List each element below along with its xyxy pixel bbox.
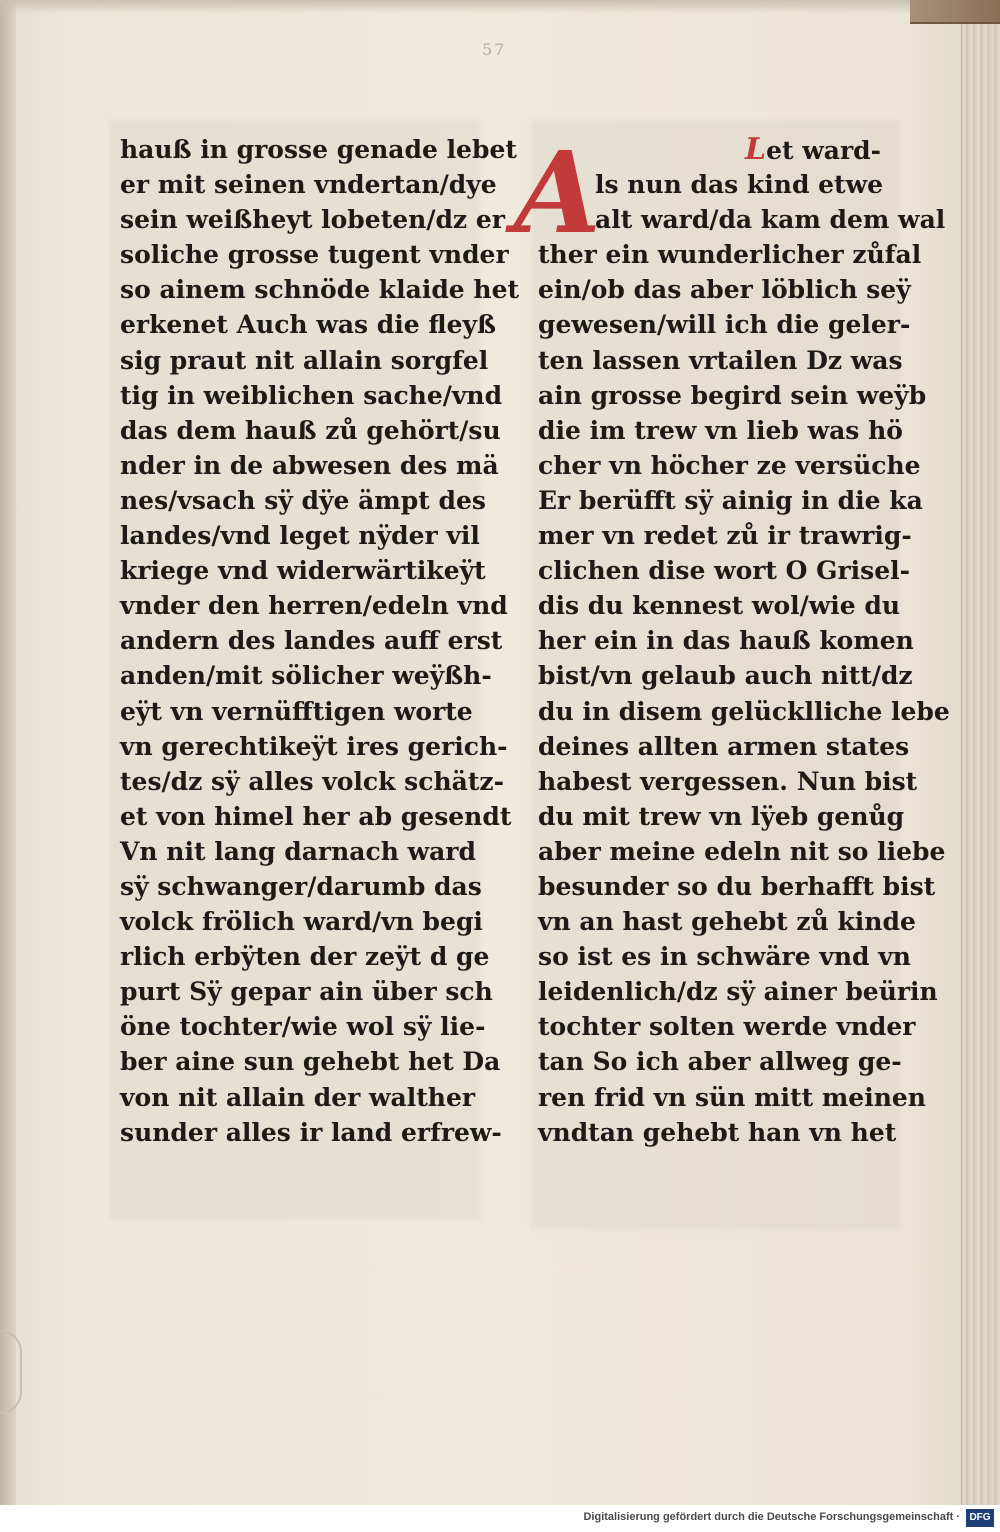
left-column-line: et von himel her ab gesendt: [120, 801, 512, 831]
funding-credit: Digitalisierung gefördert durch die Deutsche Forschungsgemeinschaft ·: [583, 1511, 960, 1523]
left-column-line: kriege vnd widerwärtikeÿt: [120, 556, 486, 586]
right-column-line: alt ward/da kam dem wal: [595, 205, 946, 235]
left-column-line: nes/vsach sÿ dÿe ämpt des: [120, 485, 486, 515]
right-column-line: clichen dise wort O Grisel-: [538, 556, 911, 586]
right-column-line: aber meine edeln nit so liebe: [538, 836, 946, 866]
right-column-line: gewesen/will ich die geler-: [538, 310, 911, 340]
right-text-column: [514, 128, 950, 1150]
right-column-line: bist/vn gelaub auch nitt/dz: [538, 661, 913, 691]
book-cover-corner: [910, 0, 1000, 24]
right-column-body: [538, 167, 950, 1150]
left-column-line: eÿt vn vernüfftigen worte: [120, 696, 473, 726]
right-column-line: dis du kennest wol/wie du: [538, 591, 901, 621]
right-column-line: ain grosse begird sein weÿb: [538, 380, 927, 410]
left-column-line: sein weißheyt lobeten/dz er: [120, 205, 505, 235]
right-column-line: cher vn höcher ze versüche: [538, 450, 921, 480]
left-column-line: volck frölich ward/vn begi: [120, 907, 483, 937]
right-column-line: ther ein wunderlicher zůfal: [538, 240, 922, 270]
left-column-line: ber aine sun gehebt het Da: [120, 1047, 501, 1077]
right-column-line: du mit trew vn lÿeb genůg: [538, 801, 905, 831]
rubricated-letter-l: L: [745, 132, 767, 167]
right-column-line: vn an hast gehebt zů kinde: [538, 907, 916, 937]
dfg-logo: DFG: [966, 1509, 994, 1527]
right-column-line: habest vergessen. Nun bist: [538, 766, 918, 796]
left-column-line: anden/mit sölicher weÿßh-: [120, 661, 492, 691]
footer-bar: [0, 1505, 1000, 1532]
binding-thread-mark: [0, 1330, 22, 1414]
right-column-line: Er berüfft sÿ ainig in die ka: [538, 485, 923, 515]
right-column-line: ls nun das kind etwe: [595, 170, 884, 200]
left-column-line: rlich erbÿten der zeÿt d ge: [120, 942, 490, 972]
right-column-line: die im trew vn lieb was hö: [538, 415, 903, 445]
right-column-line: her ein in das hauß komen: [538, 626, 914, 656]
left-column-line: erkenet Auch was die fleyß: [120, 310, 497, 340]
left-column-line: Vn nit lang darnach ward: [120, 836, 476, 866]
right-column-line: deines allten armen states: [538, 731, 910, 761]
right-column-line: besunder so du berhafft bist: [538, 871, 936, 901]
left-column-line: von nit allain der walther: [120, 1082, 476, 1112]
left-column-line: soliche grosse tugent vnder: [120, 240, 509, 270]
left-column-line: so ainem schnöde klaide het: [120, 275, 520, 305]
right-column-line: ein/ob das aber löblich seÿ: [538, 275, 911, 305]
left-column-line: tig in weiblichen sache/vnd: [120, 380, 503, 410]
left-column-line: andern des landes auff erst: [120, 626, 503, 656]
right-column-line: tochter solten werde vnder: [538, 1012, 916, 1042]
right-column-line: leidenlich/dz sÿ ainer beürin: [538, 977, 938, 1007]
left-column-line: öne tochter/wie wol sÿ lie-: [120, 1012, 486, 1042]
top-shadow: [0, 0, 1000, 14]
left-column-line: sunder alles ir land erfrew-: [120, 1117, 502, 1147]
right-column-line: tan So ich aber allweg ge-: [538, 1047, 902, 1077]
left-column-line: sÿ schwanger/darumb das: [120, 871, 482, 901]
left-column-line: vn gerechtikeÿt ires gerich-: [120, 731, 508, 761]
right-column-line-text: et ward-: [766, 136, 881, 165]
right-column-line: du in disem gelücklliche lebe: [538, 696, 950, 726]
right-column-line: vndtan gehebt han vn het: [538, 1117, 897, 1147]
page-edges: [961, 0, 1000, 1505]
right-column-line: ten lassen vrtailen Dz was: [538, 345, 903, 375]
left-column-line: das dem hauß zů gehört/su: [120, 415, 501, 445]
right-column-line: ren frid vn sün mitt meinen: [538, 1082, 926, 1112]
left-column-line: hauß in grosse genade lebet: [120, 135, 517, 164]
left-text-column: [120, 132, 520, 1150]
binding-edge: [0, 0, 16, 1505]
decorated-initial-a: A: [514, 128, 601, 259]
left-column-line: sig praut nit allain sorgfel: [120, 345, 489, 375]
folio-number: 57: [482, 40, 507, 59]
left-column-line: vnder den herren/edeln vnd: [120, 591, 508, 621]
left-column-line: nder in de abwesen des mä: [120, 450, 499, 480]
right-column-line: mer vn redet zů ir trawrig-: [538, 521, 912, 551]
left-column-line: purt Sÿ gepar ain über sch: [120, 977, 493, 1007]
left-column-line: er mit seinen vndertan/dye: [120, 170, 497, 200]
left-column-line: landes/vnd leget nÿder vil: [120, 521, 480, 551]
right-column-line: so ist es in schwäre vnd vn: [538, 942, 911, 972]
left-column-line: tes/dz sÿ alles volck schätz-: [120, 766, 504, 796]
